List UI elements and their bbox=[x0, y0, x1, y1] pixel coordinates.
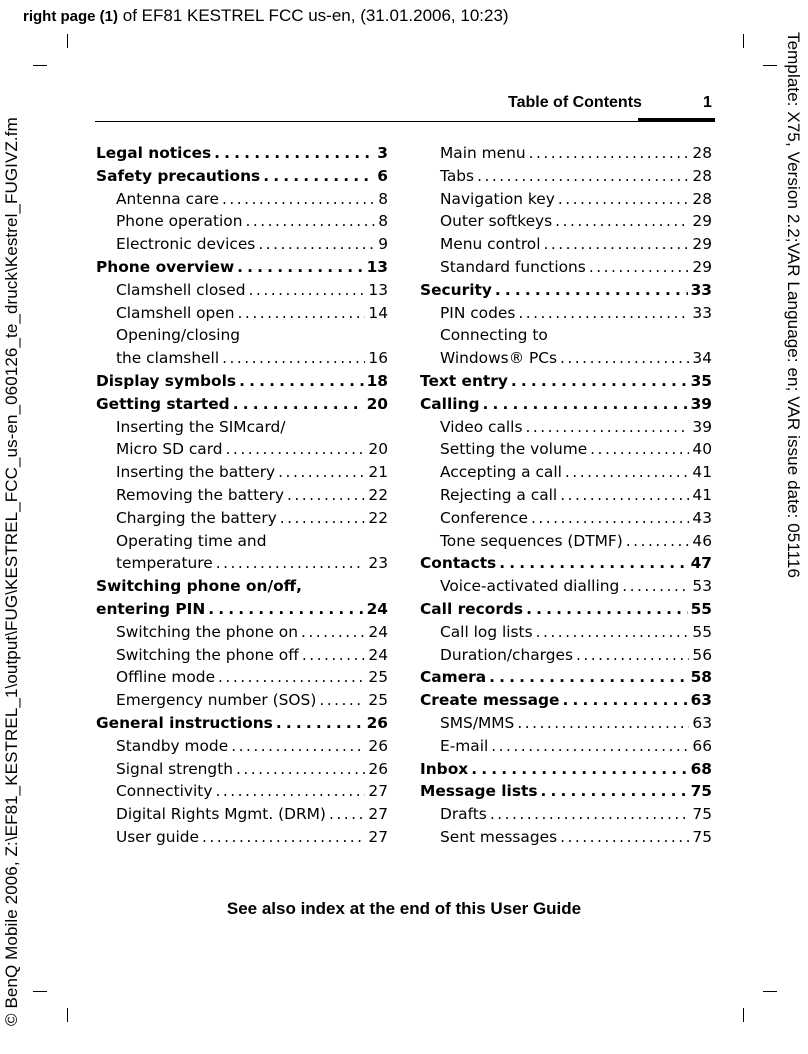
toc-entry-title: Connectivity bbox=[116, 782, 213, 801]
toc-entry-page: 34 bbox=[692, 349, 712, 368]
toc-dot-leader bbox=[302, 644, 366, 667]
toc-section-entry[interactable] bbox=[420, 416, 712, 439]
toc-entry-page: 68 bbox=[690, 759, 712, 778]
toc-section-entry[interactable] bbox=[96, 826, 388, 849]
toc-entry-title: Text entry bbox=[420, 371, 508, 390]
toc-entry-title: Call log lists bbox=[440, 622, 533, 641]
toc-section-entry[interactable] bbox=[96, 735, 388, 758]
toc-dot-leader bbox=[238, 302, 366, 325]
toc-dot-leader bbox=[208, 598, 363, 621]
toc-dot-leader bbox=[511, 370, 688, 393]
toc-entry-page: 20 bbox=[366, 394, 388, 413]
toc-section-entry[interactable] bbox=[96, 621, 388, 644]
crop-mark bbox=[67, 34, 68, 48]
toc-entry-title: Sent messages bbox=[440, 827, 558, 846]
toc-entry-title: Electronic devices bbox=[116, 235, 256, 254]
toc-section-entry[interactable] bbox=[420, 484, 712, 507]
page-header bbox=[23, 6, 509, 26]
toc-section-entry[interactable] bbox=[96, 803, 388, 826]
toc-entry-page: 9 bbox=[378, 235, 388, 254]
toc-chapter-entry[interactable] bbox=[96, 165, 388, 188]
toc-entry-page: 47 bbox=[690, 554, 712, 573]
toc-section-entry[interactable] bbox=[96, 302, 388, 325]
toc-entry-page: 58 bbox=[690, 668, 712, 687]
toc-entry-title: Connecting to bbox=[440, 326, 548, 345]
toc-entry-page: 40 bbox=[692, 440, 712, 459]
toc-entry-title: Camera bbox=[420, 668, 487, 687]
toc-entry-page: 8 bbox=[378, 212, 388, 231]
toc-entry-page: 46 bbox=[692, 531, 712, 550]
toc-section-entry[interactable] bbox=[420, 507, 712, 530]
toc-dot-leader bbox=[477, 165, 689, 188]
toc-section-entry[interactable] bbox=[420, 735, 712, 758]
toc-dot-leader bbox=[590, 438, 689, 461]
toc-entry-title: Duration/charges bbox=[440, 645, 573, 664]
crop-mark bbox=[763, 65, 777, 66]
toc-dot-leader bbox=[563, 689, 688, 712]
toc-entry-page: 27 bbox=[368, 782, 388, 801]
header-rule bbox=[95, 121, 715, 122]
crop-mark bbox=[763, 991, 777, 992]
toc-entry-title: Outer softkeys bbox=[440, 212, 553, 231]
toc-dot-leader bbox=[560, 347, 689, 370]
toc-entry-page: 43 bbox=[692, 508, 712, 527]
toc-chapter-entry[interactable] bbox=[96, 393, 388, 416]
toc-entry-page: 23 bbox=[368, 554, 388, 573]
toc-chapter-entry[interactable] bbox=[420, 598, 712, 621]
toc-dot-leader bbox=[482, 393, 687, 416]
toc-entry-title: Antenna care bbox=[116, 189, 219, 208]
toc-entry-title: User guide bbox=[116, 827, 200, 846]
header-document-info: of EF81 KESTREL FCC us-en, (31.01.2006, 10:23) bbox=[118, 6, 509, 25]
toc-section-entry[interactable] bbox=[420, 621, 712, 644]
toc-entry-title: Operating time and bbox=[116, 531, 267, 550]
toc-entry-page: 24 bbox=[366, 599, 388, 618]
toc-section-entry[interactable] bbox=[420, 644, 712, 667]
toc-dot-leader bbox=[231, 735, 365, 758]
toc-chapter-entry[interactable] bbox=[420, 758, 712, 781]
toc-dot-leader bbox=[233, 393, 364, 416]
toc-entry-title: Getting started bbox=[96, 394, 230, 413]
toc-chapter-entry[interactable] bbox=[420, 552, 712, 575]
crop-mark bbox=[743, 34, 744, 48]
toc-entry-title: entering PIN bbox=[96, 599, 206, 618]
toc-entry-title: Video calls bbox=[440, 417, 523, 436]
toc-dot-leader bbox=[278, 461, 365, 484]
toc-entry-title: Clamshell closed bbox=[116, 280, 246, 299]
toc-entry-page: 16 bbox=[368, 349, 388, 368]
toc-section-entry[interactable] bbox=[420, 188, 712, 211]
crop-mark bbox=[33, 65, 47, 66]
toc-section-entry[interactable] bbox=[420, 803, 712, 826]
toc-dot-leader bbox=[491, 735, 689, 758]
toc-entry-page: 21 bbox=[368, 463, 388, 482]
toc-dot-leader bbox=[622, 575, 689, 598]
crop-mark bbox=[743, 1008, 744, 1022]
toc-section-entry[interactable] bbox=[420, 210, 712, 233]
toc-entry-title: Safety precautions bbox=[96, 166, 261, 185]
toc-section-entry[interactable] bbox=[96, 666, 388, 689]
toc-chapter-entry[interactable] bbox=[420, 393, 712, 416]
toc-dot-leader bbox=[499, 552, 687, 575]
toc-heading: Table of Contents bbox=[508, 94, 642, 111]
toc-section-entry[interactable] bbox=[96, 233, 388, 256]
toc-entry-title: Security bbox=[420, 280, 492, 299]
toc-chapter-entry[interactable] bbox=[96, 575, 388, 598]
toc-entry-title: General instructions bbox=[96, 713, 273, 732]
toc-entry-title: Drafts bbox=[440, 805, 487, 824]
toc-dot-leader bbox=[214, 142, 374, 165]
toc-entry-title: Clamshell open bbox=[116, 303, 235, 322]
crop-mark bbox=[33, 991, 47, 992]
toc-section-entry[interactable] bbox=[420, 302, 712, 325]
toc-dot-leader bbox=[215, 780, 365, 803]
toc-section-entry[interactable] bbox=[420, 347, 712, 370]
toc-chapter-entry[interactable] bbox=[420, 370, 712, 393]
toc-dot-leader bbox=[249, 279, 366, 302]
toc-section-entry[interactable] bbox=[96, 780, 388, 803]
toc-chapter-entry[interactable] bbox=[96, 256, 388, 279]
toc-entry-title: Signal strength bbox=[116, 759, 233, 778]
toc-entry-title: Tabs bbox=[440, 166, 475, 185]
side-template-text: Template: X75, Version 2.2;VAR Language: en; VAR issue date: 051116 bbox=[784, 32, 803, 579]
toc-entry-title: Legal notices bbox=[96, 144, 212, 162]
toc-section-entry[interactable] bbox=[96, 438, 388, 461]
toc-entry-title: Message lists bbox=[420, 782, 538, 801]
toc-entry-page: 39 bbox=[692, 417, 712, 436]
toc-entry-title: temperature bbox=[116, 554, 213, 573]
toc-chapter-entry[interactable] bbox=[96, 598, 388, 621]
toc-entry-page: 75 bbox=[692, 827, 712, 846]
toc-entry-title: Charging the battery bbox=[116, 508, 277, 527]
toc-entry-page: 24 bbox=[368, 645, 388, 664]
toc-entry-page: 18 bbox=[366, 371, 388, 390]
toc-dot-leader bbox=[560, 484, 689, 507]
toc-dot-leader bbox=[576, 644, 689, 667]
toc-section-entry[interactable] bbox=[96, 507, 388, 530]
toc-section-entry[interactable] bbox=[420, 826, 712, 849]
toc-entry-title: Accepting a call bbox=[440, 463, 562, 482]
toc-entry-page: 33 bbox=[690, 280, 712, 299]
toc-dot-leader bbox=[226, 438, 366, 461]
toc-entry-page: 75 bbox=[692, 805, 712, 824]
toc-dot-leader bbox=[222, 188, 375, 211]
toc-chapter-entry[interactable] bbox=[420, 279, 712, 302]
toc-entry-page: 26 bbox=[368, 759, 388, 778]
toc-entry-title: SMS/MMS bbox=[440, 713, 515, 732]
toc-entry-title: Inserting the SIMcard/ bbox=[116, 417, 286, 436]
toc-dot-leader bbox=[589, 256, 690, 279]
toc-entry-title: Voice-activated dialling bbox=[440, 577, 620, 596]
toc-section-entry[interactable] bbox=[96, 552, 388, 575]
toc-entry-title: Switching the phone off bbox=[116, 645, 299, 664]
toc-section-entry[interactable] bbox=[96, 758, 388, 781]
side-path-text: © BenQ Mobile 2006, Z:\EF81_KESTREL_1\output\FUG\KESTREL_FCC_us-en_060126_te_druck\Kestrel_FUGIVZ.fm bbox=[2, 117, 21, 1026]
toc-entry-title: Setting the volume bbox=[440, 440, 588, 459]
toc-entry-title: Opening/closing bbox=[116, 326, 241, 345]
toc-entry-title: Contacts bbox=[420, 554, 497, 573]
toc-entry-page: 3 bbox=[377, 144, 388, 162]
toc-dot-leader bbox=[541, 780, 688, 803]
toc-entry-title: Inserting the battery bbox=[116, 463, 276, 482]
toc-section-entry[interactable] bbox=[96, 347, 388, 370]
toc-dot-leader bbox=[287, 484, 365, 507]
toc-dot-leader bbox=[526, 598, 687, 621]
toc-chapter-entry[interactable] bbox=[96, 142, 388, 165]
toc-section-entry[interactable] bbox=[96, 484, 388, 507]
toc-section-entry[interactable] bbox=[420, 233, 712, 256]
toc-entry-page: 29 bbox=[692, 235, 712, 254]
toc-dot-leader bbox=[280, 507, 366, 530]
toc-entry-page: 13 bbox=[368, 280, 388, 299]
toc-entry-title: Inbox bbox=[420, 759, 469, 778]
toc-dot-leader bbox=[518, 302, 689, 325]
toc-entry-page: 41 bbox=[692, 463, 712, 482]
toc-section-entry[interactable] bbox=[96, 461, 388, 484]
toc-dot-leader bbox=[626, 530, 690, 553]
toc-entry-page: 75 bbox=[690, 782, 712, 801]
toc-section-entry[interactable] bbox=[96, 188, 388, 211]
toc-section-entry[interactable] bbox=[420, 142, 712, 165]
toc-dot-leader bbox=[529, 142, 690, 165]
toc-entry-title: Calling bbox=[420, 394, 480, 413]
toc-dot-leader bbox=[239, 370, 364, 393]
toc-entry-page: 53 bbox=[692, 577, 712, 596]
toc-entry-page: 26 bbox=[368, 736, 388, 755]
toc-section-entry[interactable] bbox=[96, 530, 388, 553]
toc-dot-leader bbox=[555, 210, 689, 233]
toc-entry-title: Call records bbox=[420, 599, 524, 618]
page-number: 1 bbox=[703, 94, 712, 111]
toc-entry-page: 26 bbox=[366, 713, 388, 732]
toc-dot-leader bbox=[565, 461, 689, 484]
toc-section-entry[interactable] bbox=[420, 461, 712, 484]
toc-dot-leader bbox=[319, 689, 365, 712]
toc-chapter-entry[interactable] bbox=[420, 689, 712, 712]
toc-chapter-entry[interactable] bbox=[420, 666, 712, 689]
toc-entry-page: 27 bbox=[368, 805, 388, 824]
toc-dot-leader bbox=[489, 666, 687, 689]
toc-dot-leader bbox=[218, 666, 365, 689]
toc-entry-page: 6 bbox=[377, 166, 388, 185]
toc-entry-page: 25 bbox=[368, 668, 388, 687]
toc-entry-title: Display symbols bbox=[96, 371, 237, 390]
toc-entry-title: Rejecting a call bbox=[440, 485, 558, 504]
toc-dot-leader bbox=[237, 256, 363, 279]
toc-entry-page: 13 bbox=[366, 257, 388, 276]
toc-entry-title: Menu control bbox=[440, 235, 541, 254]
toc-section-entry[interactable] bbox=[420, 438, 712, 461]
header-rule-accent bbox=[638, 118, 715, 122]
toc-entry-title: Navigation key bbox=[440, 189, 555, 208]
toc-entry-title: Digital Rights Mgmt. (DRM) bbox=[116, 805, 326, 824]
toc-entry-page: 22 bbox=[368, 485, 388, 504]
toc-dot-leader bbox=[560, 826, 689, 849]
toc-entry-page: 39 bbox=[690, 394, 712, 413]
toc-section-entry[interactable] bbox=[96, 210, 388, 233]
toc-chapter-entry[interactable] bbox=[420, 780, 712, 803]
toc-entry-page: 27 bbox=[368, 827, 388, 846]
toc-column-left bbox=[96, 142, 388, 849]
toc-dot-leader bbox=[517, 712, 689, 735]
toc-section-entry[interactable] bbox=[420, 324, 712, 347]
toc-entry-title: Create message bbox=[420, 691, 560, 710]
toc-entry-page: 56 bbox=[692, 645, 712, 664]
toc-entry-title: PIN codes bbox=[440, 303, 516, 322]
toc-entry-title: Removing the battery bbox=[116, 485, 285, 504]
toc-dot-leader bbox=[245, 210, 375, 233]
header-page-label: right page (1) bbox=[23, 8, 119, 25]
toc-entry-title: Standby mode bbox=[116, 736, 229, 755]
toc-entry-page: 63 bbox=[692, 713, 712, 732]
toc-entry-page: 55 bbox=[690, 599, 712, 618]
toc-entry-title: the clamshell bbox=[116, 349, 220, 368]
toc-entry-page: 28 bbox=[692, 189, 712, 208]
toc-section-entry[interactable] bbox=[420, 712, 712, 735]
toc-dot-leader bbox=[531, 507, 689, 530]
toc-section-entry[interactable] bbox=[96, 644, 388, 667]
toc-entry-page: 28 bbox=[692, 144, 712, 162]
toc-entry-page: 63 bbox=[690, 691, 712, 710]
toc-dot-leader bbox=[471, 758, 687, 781]
toc-section-entry[interactable] bbox=[420, 256, 712, 279]
toc-section-entry[interactable] bbox=[420, 165, 712, 188]
toc-dot-leader bbox=[236, 758, 365, 781]
toc-entry-title: Phone operation bbox=[116, 212, 243, 231]
toc-section-entry[interactable] bbox=[96, 416, 388, 439]
toc-column-right bbox=[420, 142, 712, 849]
toc-entry-title: Switching the phone on bbox=[116, 622, 298, 641]
toc-section-entry[interactable] bbox=[96, 689, 388, 712]
toc-dot-leader bbox=[222, 347, 365, 370]
toc-entry-title: E-mail bbox=[440, 736, 489, 755]
toc-entry-title: Offline mode bbox=[116, 668, 216, 687]
toc-entry-page: 66 bbox=[692, 736, 712, 755]
toc-dot-leader bbox=[276, 712, 364, 735]
crop-mark bbox=[67, 1008, 68, 1022]
toc-entry-title: Micro SD card bbox=[116, 440, 223, 459]
toc-section-entry[interactable] bbox=[420, 530, 712, 553]
toc-chapter-entry[interactable] bbox=[96, 712, 388, 735]
toc-entry-title: Standard functions bbox=[440, 257, 586, 276]
toc-dot-leader bbox=[544, 233, 690, 256]
toc-entry-title: Switching phone on/off, bbox=[96, 577, 302, 596]
toc-entry-title: Tone sequences (DTMF) bbox=[440, 531, 623, 550]
toc-entry-page: 29 bbox=[692, 212, 712, 231]
toc-section-entry[interactable] bbox=[420, 575, 712, 598]
toc-section-entry[interactable] bbox=[96, 279, 388, 302]
toc-entry-page: 55 bbox=[692, 622, 712, 641]
toc-entry-page: 24 bbox=[368, 622, 388, 641]
toc-entry-page: 41 bbox=[692, 485, 712, 504]
toc-entry-title: Main menu bbox=[440, 144, 526, 162]
toc-dot-leader bbox=[558, 188, 690, 211]
toc-dot-leader bbox=[216, 552, 366, 575]
toc-entry-title: Phone overview bbox=[96, 257, 235, 276]
toc-entry-page: 25 bbox=[368, 691, 388, 710]
toc-dot-leader bbox=[329, 803, 365, 826]
toc-section-entry[interactable] bbox=[96, 324, 388, 347]
toc-dot-leader bbox=[490, 803, 690, 826]
toc-entry-title: Windows® PCs bbox=[440, 349, 558, 368]
toc-entry-page: 28 bbox=[692, 166, 712, 185]
toc-chapter-entry[interactable] bbox=[96, 370, 388, 393]
toc-entry-page: 29 bbox=[692, 257, 712, 276]
toc-entry-page: 8 bbox=[378, 189, 388, 208]
toc-dot-leader bbox=[258, 233, 375, 256]
toc-dot-leader bbox=[301, 621, 365, 644]
toc-entry-page: 22 bbox=[368, 508, 388, 527]
toc-entry-title: Conference bbox=[440, 508, 528, 527]
toc-entry-page: 35 bbox=[690, 371, 712, 390]
toc-dot-leader bbox=[263, 165, 374, 188]
toc-dot-leader bbox=[495, 279, 688, 302]
toc-entry-page: 20 bbox=[368, 440, 388, 459]
toc-entry-title: Emergency number (SOS) bbox=[116, 691, 317, 710]
toc-dot-leader bbox=[525, 416, 689, 439]
toc-dot-leader bbox=[202, 826, 365, 849]
toc-entry-page: 33 bbox=[692, 303, 712, 322]
toc-dot-leader bbox=[536, 621, 690, 644]
toc-entry-page: 14 bbox=[368, 303, 388, 322]
footer-note: See also index at the end of this User Guide bbox=[226, 899, 582, 918]
